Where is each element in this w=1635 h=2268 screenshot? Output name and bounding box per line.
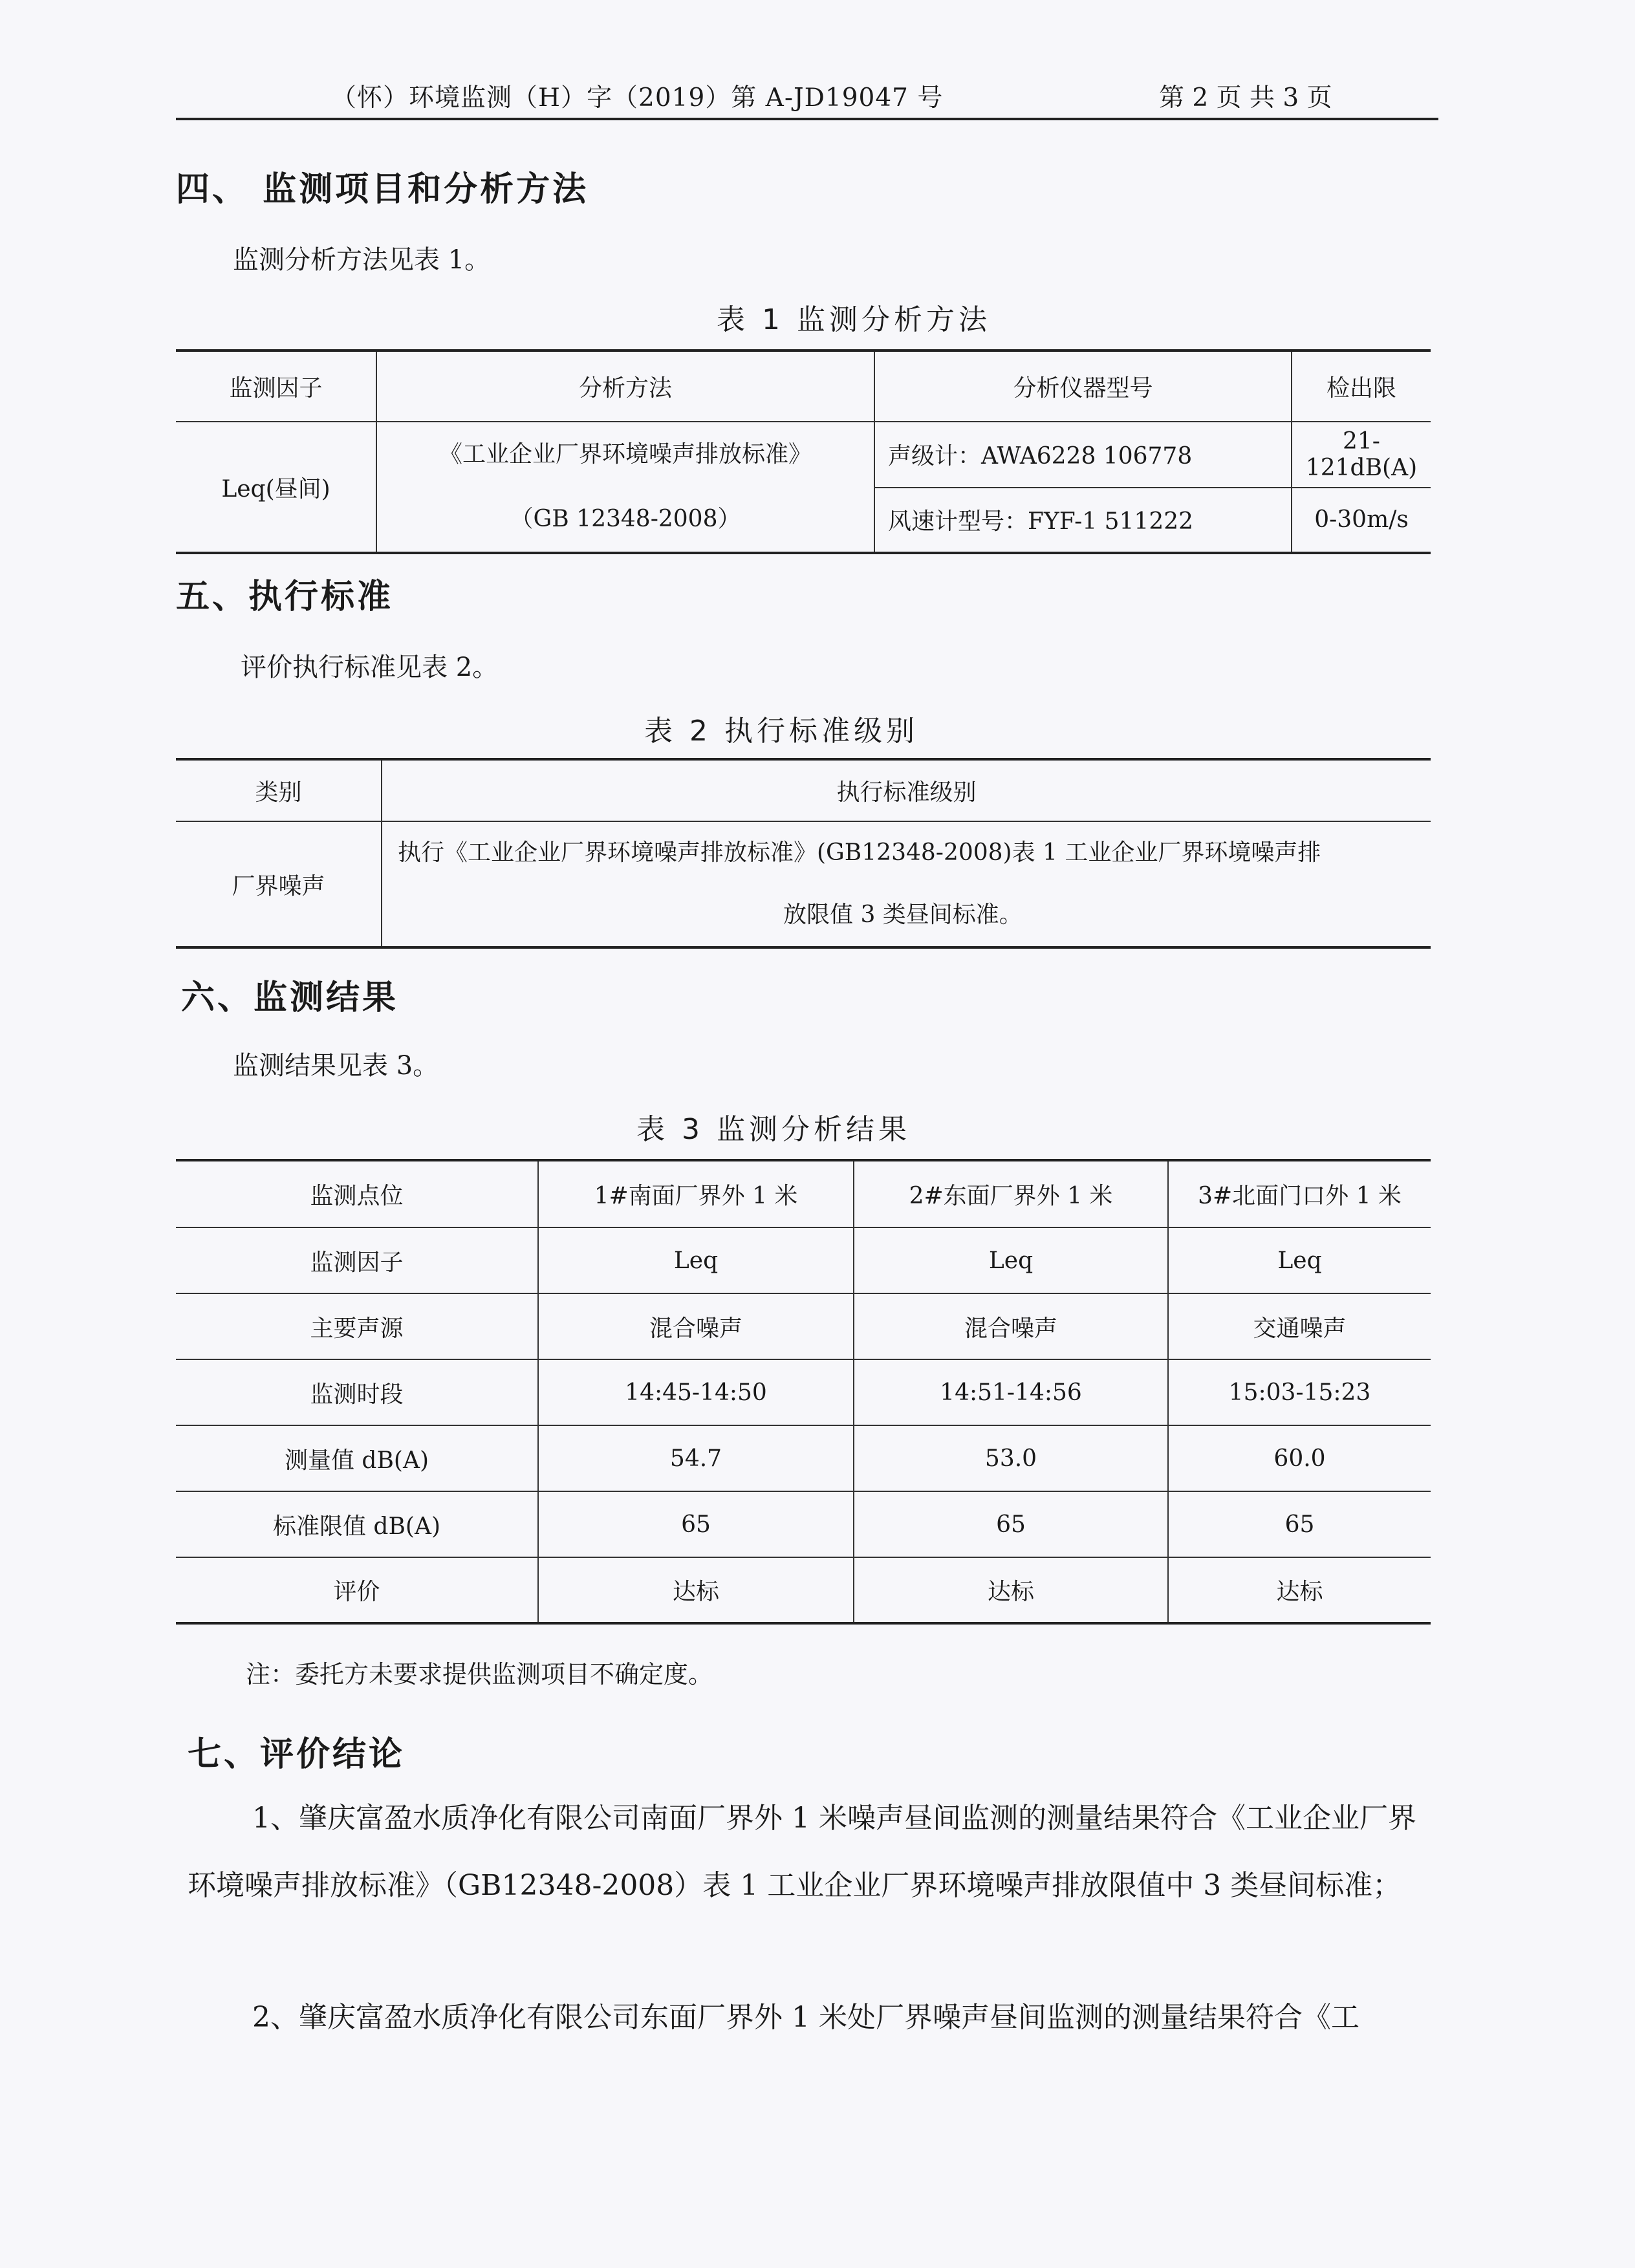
document-number: （怀）环境监测（H）字（2019）第 A-JD19047 号 [331, 83, 944, 113]
t3-cell: 2#东面厂界外 1 米 [854, 1160, 1168, 1227]
t3-cell: 达标 [854, 1557, 1168, 1623]
section6-intro: 监测结果见表 3。 [233, 1051, 439, 1081]
t1-header-instrument: 分析仪器型号 [874, 351, 1292, 422]
t1-limit2: 0-30m/s [1292, 488, 1431, 554]
t1-factor: Leq(昼间) [176, 422, 376, 553]
table-standards [176, 758, 1431, 949]
t2-category: 厂界噪声 [176, 821, 382, 947]
t3-label: 主要声源 [176, 1293, 538, 1359]
t3-cell: 达标 [538, 1557, 854, 1623]
section7-para2: 2、肇庆富盈水质净化有限公司东面厂界外 1 米处厂界噪声昼间监测的测量结果符合《工 [252, 2001, 1359, 2034]
t3-cell: Leq [854, 1227, 1168, 1293]
t3-cell: 交通噪声 [1168, 1293, 1431, 1359]
t2-standard-line2: 放限值 3 类昼间标准。 [783, 902, 1023, 928]
t3-cell: 65 [538, 1491, 854, 1557]
t1-header-limit: 检出限 [1292, 351, 1431, 422]
t2-header-category: 类别 [176, 759, 382, 821]
table1-caption: 表 1 监测分析方法 [717, 303, 991, 336]
t3-cell: 3#北面门口外 1 米 [1168, 1160, 1431, 1227]
t3-cell: 混合噪声 [538, 1293, 854, 1359]
t1-instrument2: 风速计型号：FYF-1 511222 [874, 488, 1292, 554]
t3-cell: 15:03-15:23 [1168, 1359, 1431, 1425]
t3-cell: 54.7 [538, 1425, 854, 1491]
table2-caption: 表 2 执行标准级别 [644, 715, 918, 748]
t3-cell: 60.0 [1168, 1425, 1431, 1491]
t2-standard-line1: 执行《工业企业厂界环境噪声排放标准》(GB12348-2008)表 1 工业企业厂界环境噪声排 [398, 839, 1321, 866]
t3-label: 标准限值 dB(A) [176, 1491, 538, 1557]
table3-caption: 表 3 监测分析结果 [636, 1113, 911, 1146]
t1-method-line2: （GB 12348-2008） [510, 506, 741, 532]
section4-title: 四、 监测项目和分析方法 [176, 170, 589, 209]
t1-method [376, 422, 874, 553]
t3-cell: 14:45-14:50 [538, 1359, 854, 1425]
section5-title: 五、执行标准 [176, 578, 394, 616]
t3-row-point [176, 1160, 1431, 1227]
t1-header-factor: 监测因子 [176, 351, 376, 422]
t3-row-source [176, 1293, 1431, 1359]
t3-cell: Leq [538, 1227, 854, 1293]
t3-row-limit [176, 1491, 1431, 1557]
t3-cell: 65 [1168, 1491, 1431, 1557]
t1-header-method: 分析方法 [376, 351, 874, 422]
section5-intro: 评价执行标准见表 2。 [241, 653, 499, 682]
header-rule [176, 118, 1438, 120]
t3-cell: 65 [854, 1491, 1168, 1557]
section7-para1: 1、肇庆富盈水质净化有限公司南面厂界外 1 米噪声昼间监测的测量结果符合《工业企业厂界环境噪声排放标准》（GB12348-2008）表 1 工业企业厂界环境噪声排放限值中 3 类昼间标准； [188, 1802, 1416, 1902]
section7-title: 七、评价结论 [188, 1735, 406, 1774]
t3-cell: 53.0 [854, 1425, 1168, 1491]
t2-header-standard: 执行标准级别 [382, 759, 1431, 821]
t3-label: 测量值 dB(A) [176, 1425, 538, 1491]
section6-title: 六、监测结果 [181, 978, 399, 1017]
t3-cell: 达标 [1168, 1557, 1431, 1623]
t3-cell: 混合噪声 [854, 1293, 1168, 1359]
t3-cell: Leq [1168, 1227, 1431, 1293]
t2-standard [382, 821, 1431, 947]
t3-row-measured [176, 1425, 1431, 1491]
t3-row-evaluation [176, 1557, 1431, 1623]
t1-limit1: 21-121dB(A) [1292, 422, 1431, 488]
t3-cell: 1#南面厂界外 1 米 [538, 1160, 854, 1227]
table3-note: 注：委托方未要求提供监测项目不确定度。 [246, 1660, 713, 1689]
table-results [176, 1159, 1431, 1625]
t3-label: 监测点位 [176, 1160, 538, 1227]
section4-intro: 监测分析方法见表 1。 [233, 245, 491, 275]
t3-row-factor [176, 1227, 1431, 1293]
t3-label: 评价 [176, 1557, 538, 1623]
t3-cell: 14:51-14:56 [854, 1359, 1168, 1425]
t3-label: 监测因子 [176, 1227, 538, 1293]
t1-method-line1: 《工业企业厂界环境噪声排放标准》 [439, 441, 812, 468]
table-analysis-methods [176, 349, 1431, 554]
t1-instrument1: 声级计：AWA6228 106778 [874, 422, 1292, 488]
page-info: 第 2 页 共 3 页 [1159, 83, 1332, 113]
t3-label: 监测时段 [176, 1359, 538, 1425]
t3-row-period [176, 1359, 1431, 1425]
